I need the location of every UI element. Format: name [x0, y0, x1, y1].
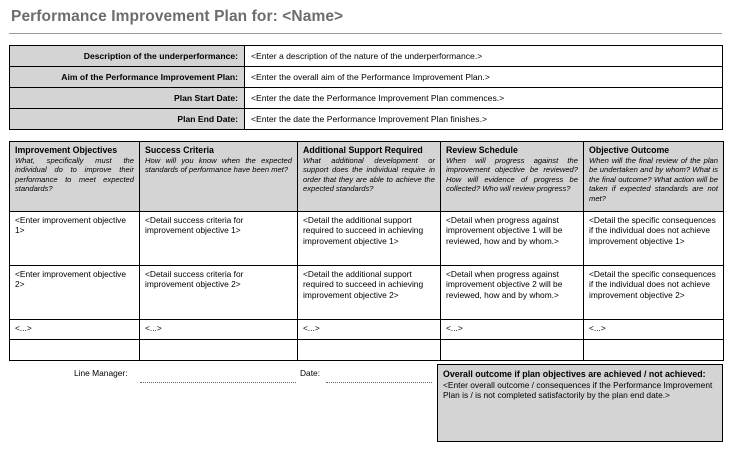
line-manager-label: Line Manager:: [74, 368, 128, 378]
overall-outcome-field[interactable]: <Enter overall outcome / consequences if the Performance Improvement Plan is / is not completed satisfactorily by the plan end date.>: [443, 379, 713, 400]
date-label: Date:: [300, 368, 321, 378]
table-row: [10, 340, 724, 361]
info-field-end-date[interactable]: <Enter the date the Performance Improvement Plan finishes.>: [245, 109, 723, 130]
col-description: What, specifically must the individual do to improve their performance to meet expected standards?: [15, 156, 134, 194]
table-cell[interactable]: <...>: [584, 320, 724, 340]
info-row-aim: [10, 67, 723, 88]
table-row: [10, 320, 724, 340]
table-cell[interactable]: <Detail the specific consequences if the individual does not achieve improvement objective 2>: [584, 266, 724, 320]
col-title: Success Criteria: [145, 145, 214, 155]
table-cell[interactable]: <Enter improvement objective 2>: [10, 266, 140, 320]
objectives-table: [9, 141, 724, 361]
table-cell[interactable]: <Detail the additional support required to succeed in achieving improvement objective 2>: [298, 266, 441, 320]
info-label-description: Description of the underperformance:: [10, 46, 245, 67]
col-title: Review Schedule: [446, 145, 518, 155]
table-cell[interactable]: <Enter improvement objective 1>: [10, 212, 140, 266]
col-header-support: [298, 142, 441, 212]
overall-outcome-heading: Overall outcome if plan objectives are achieved / not achieved:: [443, 369, 706, 379]
col-description: What additional development or support does the individual require in order that they are able to achieve the expected standards?: [303, 156, 435, 194]
table-cell[interactable]: [298, 340, 441, 361]
info-row-end-date: [10, 109, 723, 130]
table-cell[interactable]: <...>: [140, 320, 298, 340]
col-header-success-criteria: [140, 142, 298, 212]
info-label-start-date: Plan Start Date:: [10, 88, 245, 109]
col-description: When will the final review of the plan be undertaken and by whom? What is the final outcome? What action will be taken if expected standards are not met?: [589, 156, 718, 203]
col-description: When will progress against the improvement objective be reviewed? How will evidence of progress be collected? Who will review progress?: [446, 156, 578, 194]
table-cell[interactable]: <Detail success criteria for improvement objective 1>: [140, 212, 298, 266]
info-label-aim: Aim of the Performance Improvement Plan:: [10, 67, 245, 88]
col-header-review: [441, 142, 584, 212]
page-title: Performance Improvement Plan for: <Name>: [11, 8, 344, 25]
info-field-start-date[interactable]: <Enter the date the Performance Improvement Plan commences.>: [245, 88, 723, 109]
info-field-aim[interactable]: <Enter the overall aim of the Performance Improvement Plan.>: [245, 67, 723, 88]
table-cell[interactable]: [441, 340, 584, 361]
col-header-objectives: [10, 142, 140, 212]
table-cell[interactable]: <Detail when progress against improvement objective 2 will be reviewed, how and by whom.>: [441, 266, 584, 320]
table-cell[interactable]: <Detail the specific consequences if the individual does not achieve improvement objective 1>: [584, 212, 724, 266]
col-title: Improvement Objectives: [15, 145, 118, 155]
info-row-description: [10, 46, 723, 67]
title-divider: [9, 33, 722, 34]
table-cell[interactable]: [10, 340, 140, 361]
table-cell[interactable]: <Detail success criteria for improvement objective 2>: [140, 266, 298, 320]
table-cell[interactable]: [140, 340, 298, 361]
table-cell[interactable]: <Detail the additional support required to succeed in achieving improvement objective 1>: [298, 212, 441, 266]
table-row: [10, 266, 724, 320]
info-label-end-date: Plan End Date:: [10, 109, 245, 130]
overall-outcome-box: [437, 364, 723, 442]
table-row: [10, 212, 724, 266]
col-title: Objective Outcome: [589, 145, 670, 155]
date-signature-line[interactable]: [326, 382, 432, 383]
objectives-header-row: [10, 142, 724, 212]
table-cell[interactable]: <...>: [10, 320, 140, 340]
info-row-start-date: [10, 88, 723, 109]
info-field-description[interactable]: <Enter a description of the nature of the underperformance.>: [245, 46, 723, 67]
table-cell[interactable]: <...>: [298, 320, 441, 340]
table-cell[interactable]: <...>: [441, 320, 584, 340]
col-description: How will you know when the expected standards of performance have been met?: [145, 156, 292, 175]
col-header-outcome: [584, 142, 724, 212]
table-cell[interactable]: [584, 340, 724, 361]
line-manager-signature-line[interactable]: [140, 382, 296, 383]
table-cell[interactable]: <Detail when progress against improvement objective 1 will be reviewed, how and by whom.>: [441, 212, 584, 266]
plan-info-table: [9, 45, 723, 130]
col-title: Additional Support Required: [303, 145, 423, 155]
